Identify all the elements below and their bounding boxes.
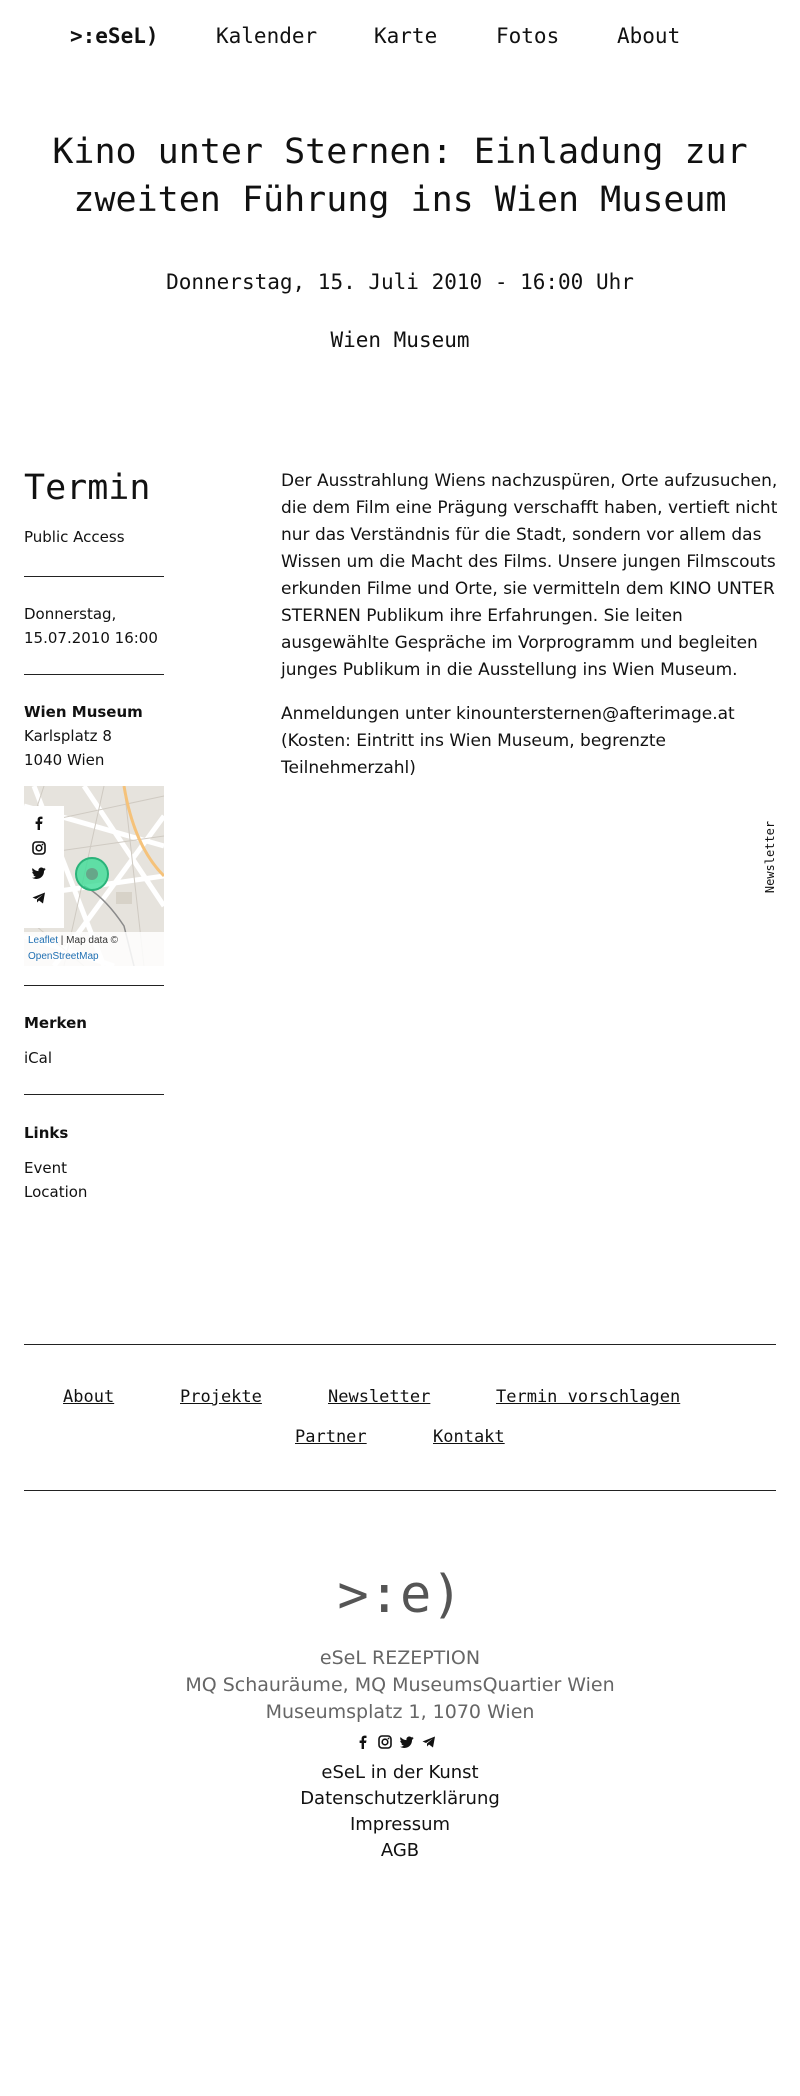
event-venue: Wien Museum [330, 328, 470, 352]
footer-nav-about[interactable]: About [63, 1387, 115, 1407]
event-description [281, 468, 781, 799]
venue-city: 1040 Wien [24, 751, 105, 769]
registration-paragraph: Anmeldungen unter kinountersternen@afterimage.at (Kosten: Eintritt ins Wien Museum, begrenzte Teilnehmerzahl) [281, 704, 735, 778]
venue-street: Karlsplatz 8 [24, 727, 112, 745]
footer-nav-newsletter[interactable]: Newsletter [328, 1387, 431, 1407]
twitter-icon[interactable] [32, 866, 46, 880]
footer-nav-termin-vorschlagen[interactable]: Termin vorschlagen [496, 1387, 681, 1407]
divider [24, 985, 164, 986]
footer-street: Museumsplatz 1, 1070 Wien [265, 1701, 535, 1723]
footer-address [0, 1645, 800, 1726]
instagram-icon[interactable] [32, 841, 46, 855]
footer-link-datenschutz[interactable]: Datenschutzerklärung [300, 1788, 500, 1809]
sidebar-date [24, 602, 164, 650]
facebook-icon[interactable] [32, 816, 46, 830]
footer-divider [24, 1344, 776, 1345]
map-attribution-text: | Map data © [58, 935, 119, 946]
newsletter-side-tab-label: Newsletter [763, 820, 777, 894]
footer-links [0, 1760, 800, 1864]
footer-link-esel-kunst[interactable]: eSeL in der Kunst [321, 1762, 479, 1783]
top-nav [0, 22, 800, 54]
date-weekday: Donnerstag, [24, 605, 117, 623]
nav-karte[interactable]: Karte [374, 24, 438, 48]
footer-link-impressum[interactable]: Impressum [349, 1814, 451, 1835]
floating-social-bar [24, 806, 64, 928]
sidebar-title: Termin [24, 468, 151, 508]
footer-logo[interactable]: >:e) [337, 1565, 463, 1625]
footer-social [356, 1735, 446, 1753]
twitter-icon[interactable] [400, 1735, 414, 1749]
divider [24, 1094, 164, 1095]
nav-kalender[interactable]: Kalender [216, 24, 318, 48]
newsletter-side-tab[interactable] [762, 818, 778, 898]
event-title: Kino unter Sternen: Einladung zur zweiten Führung ins Wien Museum [52, 132, 748, 220]
nav-fotos[interactable]: Fotos [496, 24, 560, 48]
link-event[interactable]: Event [24, 1159, 67, 1177]
link-location[interactable]: Location [24, 1183, 88, 1201]
venue-name[interactable]: Wien Museum [24, 703, 143, 721]
date-datetime: 15.07.2010 16:00 [24, 629, 158, 647]
footer-divider [24, 1490, 776, 1491]
nav-about[interactable]: About [617, 24, 681, 48]
site-logo[interactable]: >:eSeL) [70, 24, 159, 48]
telegram-icon[interactable] [422, 1735, 436, 1749]
footer-org: eSeL REZEPTION [319, 1647, 481, 1669]
links-heading: Links [24, 1124, 69, 1142]
footer-nav-partner[interactable]: Partner [295, 1427, 367, 1447]
event-date: Donnerstag, 15. Juli 2010 - 16:00 Uhr [166, 270, 634, 294]
facebook-icon[interactable] [356, 1735, 370, 1749]
description-paragraph: Der Ausstrahlung Wiens nachzuspüren, Orte aufzusuchen, die dem Film eine Prägung verschafft haben, vertieft nicht nur das Verständnis für die Stadt, sondern vor allem das Wissen um die Macht des Films. Unsere jungen Filmscouts erkunden Filme und Orte, sie vermitteln dem KINO UNTER STERNEN Publikum ihre Erfahrungen. Sie leiten ausgewählte Gespräche im Vorprogramm und begleiten junges Publikum in die Ausstellung ins Wien Museum. [281, 471, 778, 680]
access-label: Public Access [24, 528, 125, 546]
telegram-icon[interactable] [32, 891, 46, 905]
ical-link[interactable]: iCal [24, 1049, 53, 1067]
footer-nav-projekte[interactable]: Projekte [180, 1387, 262, 1407]
sidebar-venue [24, 700, 164, 772]
divider [24, 674, 164, 675]
instagram-icon[interactable] [378, 1735, 392, 1749]
divider [24, 576, 164, 577]
footer-nav-kontakt[interactable]: Kontakt [433, 1427, 505, 1447]
osm-link[interactable]: OpenStreetMap [28, 951, 99, 962]
footer-location: MQ Schauräume, MQ MuseumsQuartier Wien [185, 1674, 615, 1696]
footer-link-agb[interactable]: AGB [380, 1840, 420, 1861]
leaflet-link[interactable]: Leaflet [28, 935, 59, 946]
merken-heading: Merken [24, 1014, 87, 1032]
map-attribution [24, 932, 164, 966]
